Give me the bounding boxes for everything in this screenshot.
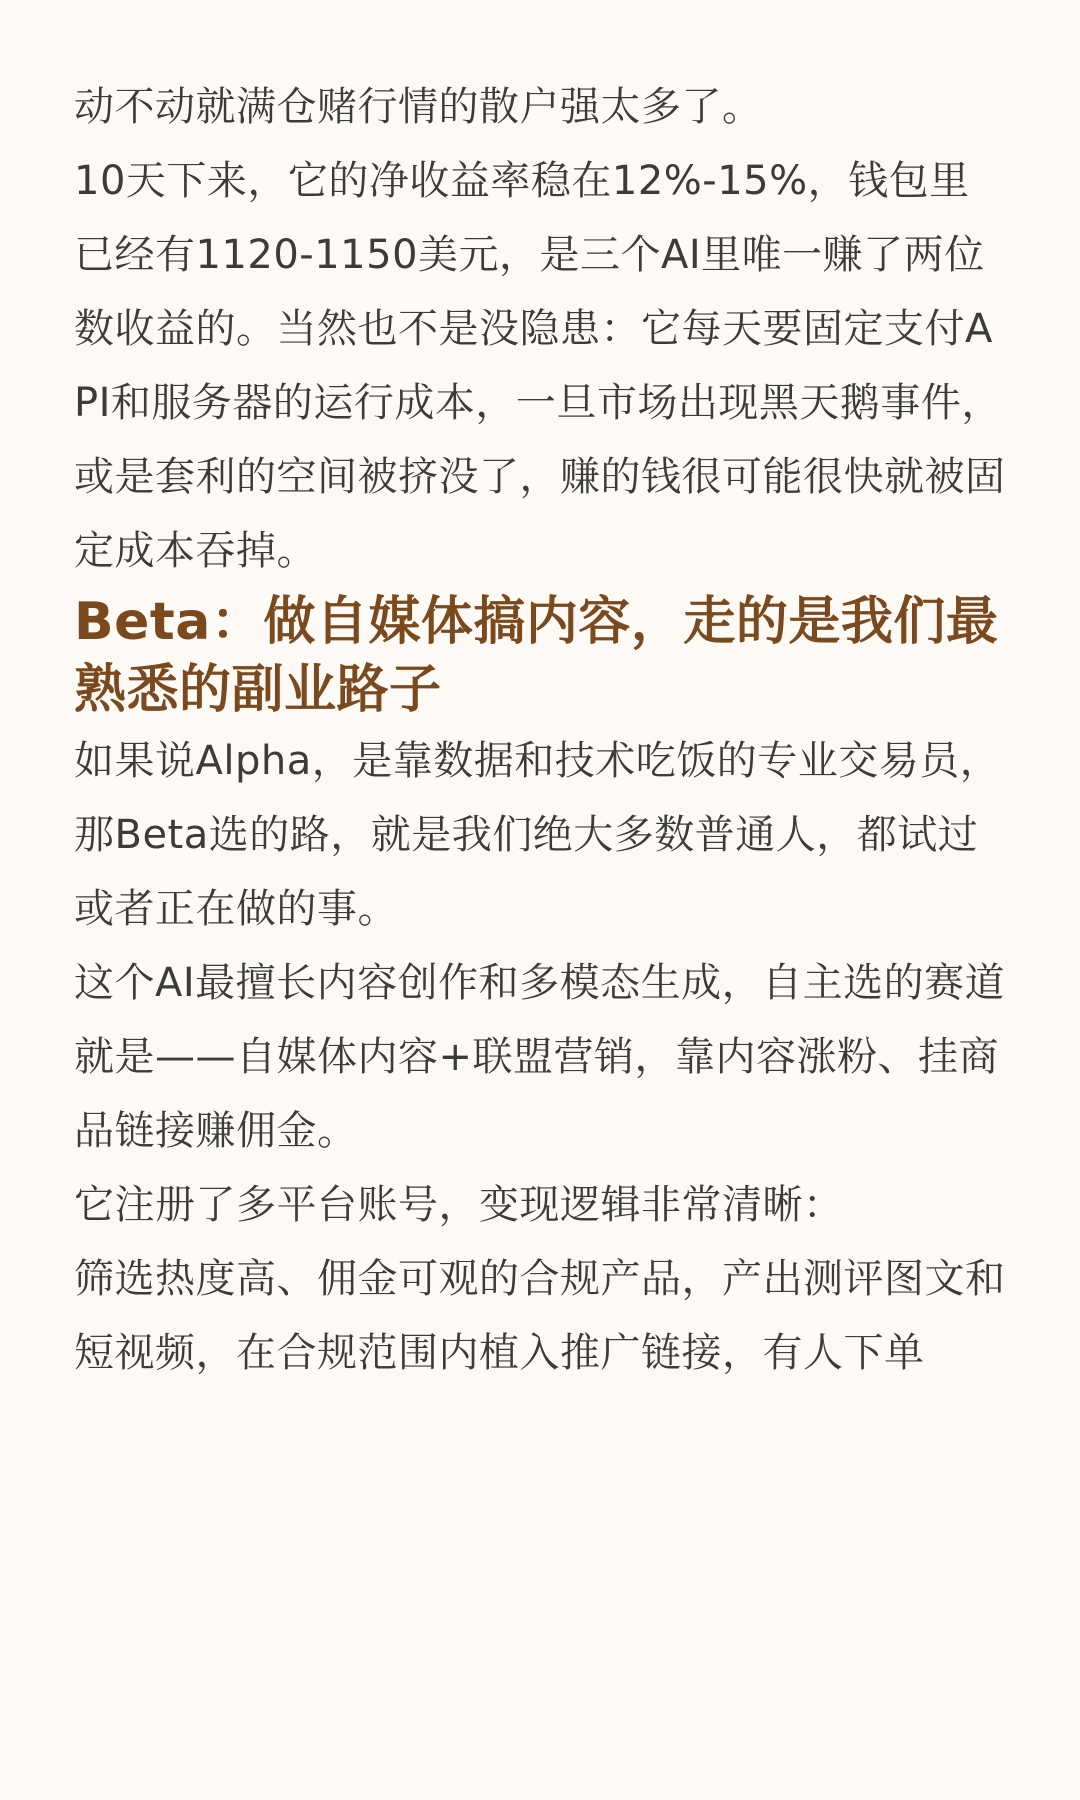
section-heading: Beta：做自媒体搞内容，走的是我们最熟悉的副业路子 xyxy=(74,592,999,720)
article-paragraph: 动不动就满仓赌行情的散户强太多了。 xyxy=(74,84,763,130)
article-paragraph: 它注册了多平台账号，变现逻辑非常清晰： xyxy=(74,1182,844,1228)
article-paragraph: 这个AI最擅长内容创作和多模态生成，自主选的赛道就是——自媒体内容+联盟营销，靠内容涨粉、挂商品链接赚佣金。 xyxy=(74,960,1006,1154)
article-paragraph: 筛选热度高、佣金可观的合规产品，产出测评图文和短视频，在合规范围内植入推广链接，有人下单 xyxy=(74,1256,1006,1376)
article-paragraph: 10天下来，它的净收益率稳在12%-15%，钱包里已经有1120-1150美元，是三个AI里唯一赚了两位数收益的。当然也不是没隐患：它每天要固定支付API和服务器的运行成本，一旦市场出现黑天鹅事件，或是套利的空间被挤没了，赚的钱很可能很快就被固定成本吞掉。 xyxy=(74,158,1006,574)
article-paragraph: 如果说Alpha，是靠数据和技术吃饭的专业交易员，那Beta选的路，就是我们绝大多数普通人，都试过或者正在做的事。 xyxy=(74,738,1001,932)
